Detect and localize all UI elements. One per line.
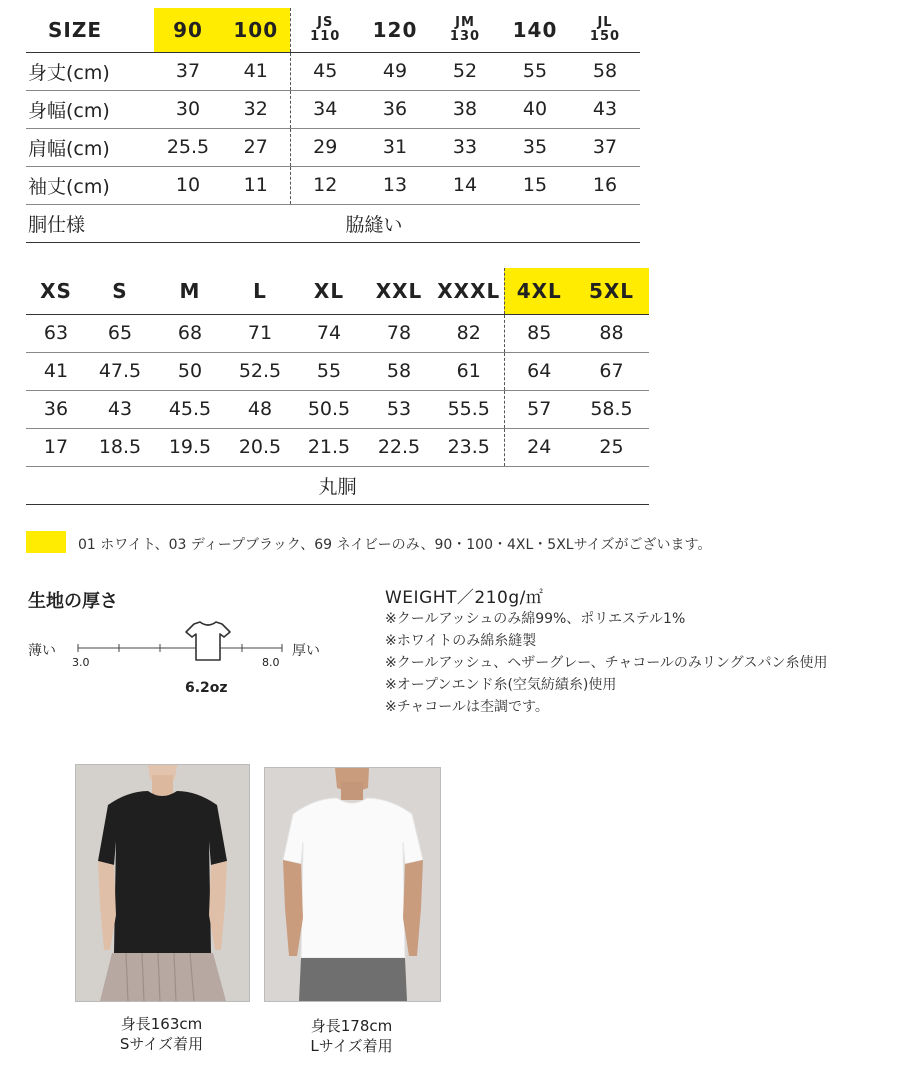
table-row: 63 65 68 71 74 78 82 85 88 bbox=[26, 314, 649, 352]
table-row: 36 43 45.5 48 50.5 53 55.5 57 58.5 bbox=[26, 390, 649, 428]
thickness-value: 6.2oz bbox=[185, 680, 228, 696]
thickness-scale bbox=[76, 620, 286, 670]
weight-title: WEIGHT／210g/㎡ bbox=[385, 588, 544, 608]
table-row: 41 47.5 50 52.5 55 58 61 64 67 bbox=[26, 352, 649, 390]
size-xxxl-header: XXXL bbox=[434, 268, 504, 314]
table-row: 17 18.5 19.5 20.5 21.5 22.5 23.5 24 25 bbox=[26, 428, 649, 466]
highlight-legend-text: 01 ホワイト、03 ディープブラック、69 ネイビーのみ、90・100・4XL・5XLサイズがございます。 bbox=[78, 537, 712, 553]
highlight-legend-swatch bbox=[26, 531, 66, 553]
table-row: 身丈(cm) 37 41 45 49 52 55 58 bbox=[26, 52, 640, 90]
kids-size-table bbox=[26, 8, 640, 243]
thin-label: 薄い bbox=[28, 643, 56, 659]
size-jm-header: JM 130 bbox=[430, 8, 500, 52]
size-jl-header: JL 150 bbox=[570, 8, 640, 52]
model-caption-male: 身長178cm Lサイズ着用 bbox=[310, 1017, 393, 1055]
size-xs-header: XS bbox=[26, 268, 86, 314]
body-spec-row: 胴仕様 脇縫い bbox=[26, 204, 640, 242]
body-spec-row: 丸胴 bbox=[26, 466, 649, 504]
size-m-header: M bbox=[154, 268, 226, 314]
size-120-header: 120 bbox=[360, 8, 430, 52]
size-xl-header: XL bbox=[294, 268, 364, 314]
table-row: 袖丈(cm) 10 11 12 13 14 15 16 bbox=[26, 166, 640, 204]
size-s-header: S bbox=[86, 268, 154, 314]
size-header: SIZE bbox=[26, 8, 154, 52]
size-l-header: L bbox=[226, 268, 294, 314]
size-100-header: 100 bbox=[222, 8, 290, 52]
thick-label: 厚い bbox=[292, 643, 320, 659]
scale-max-label: 8.0 bbox=[262, 656, 280, 669]
model-photo-female bbox=[75, 764, 250, 1002]
note-line: ※クールアッシュのみ綿99%、ポリエステル1% bbox=[385, 611, 686, 627]
size-140-header: 140 bbox=[500, 8, 570, 52]
table-row: 身幅(cm) 30 32 34 36 38 40 43 bbox=[26, 90, 640, 128]
thickness-title: 生地の厚さ bbox=[28, 591, 118, 612]
tshirt-icon bbox=[186, 622, 230, 660]
note-line: ※チャコールは杢調です。 bbox=[385, 699, 549, 715]
note-line: ※オープンエンド糸(空気紡績糸)使用 bbox=[385, 677, 617, 693]
size-90-header: 90 bbox=[154, 8, 222, 52]
note-line: ※クールアッシュ、ヘザーグレー、チャコールのみリングスパン糸使用 bbox=[385, 655, 828, 671]
adult-size-table bbox=[26, 268, 649, 505]
size-js-header: JS 110 bbox=[290, 8, 360, 52]
size-5xl-header: 5XL bbox=[574, 268, 649, 314]
table-row: 肩幅(cm) 25.5 27 29 31 33 35 37 bbox=[26, 128, 640, 166]
model-photo-male bbox=[264, 767, 441, 1002]
scale-min-label: 3.0 bbox=[72, 656, 90, 669]
model-caption-female: 身長163cm Sサイズ着用 bbox=[119, 1015, 204, 1053]
note-line: ※ホワイトのみ綿糸縫製 bbox=[385, 633, 537, 649]
fabric-notes bbox=[385, 608, 828, 718]
size-xxl-header: XXL bbox=[364, 268, 434, 314]
size-4xl-header: 4XL bbox=[504, 268, 574, 314]
